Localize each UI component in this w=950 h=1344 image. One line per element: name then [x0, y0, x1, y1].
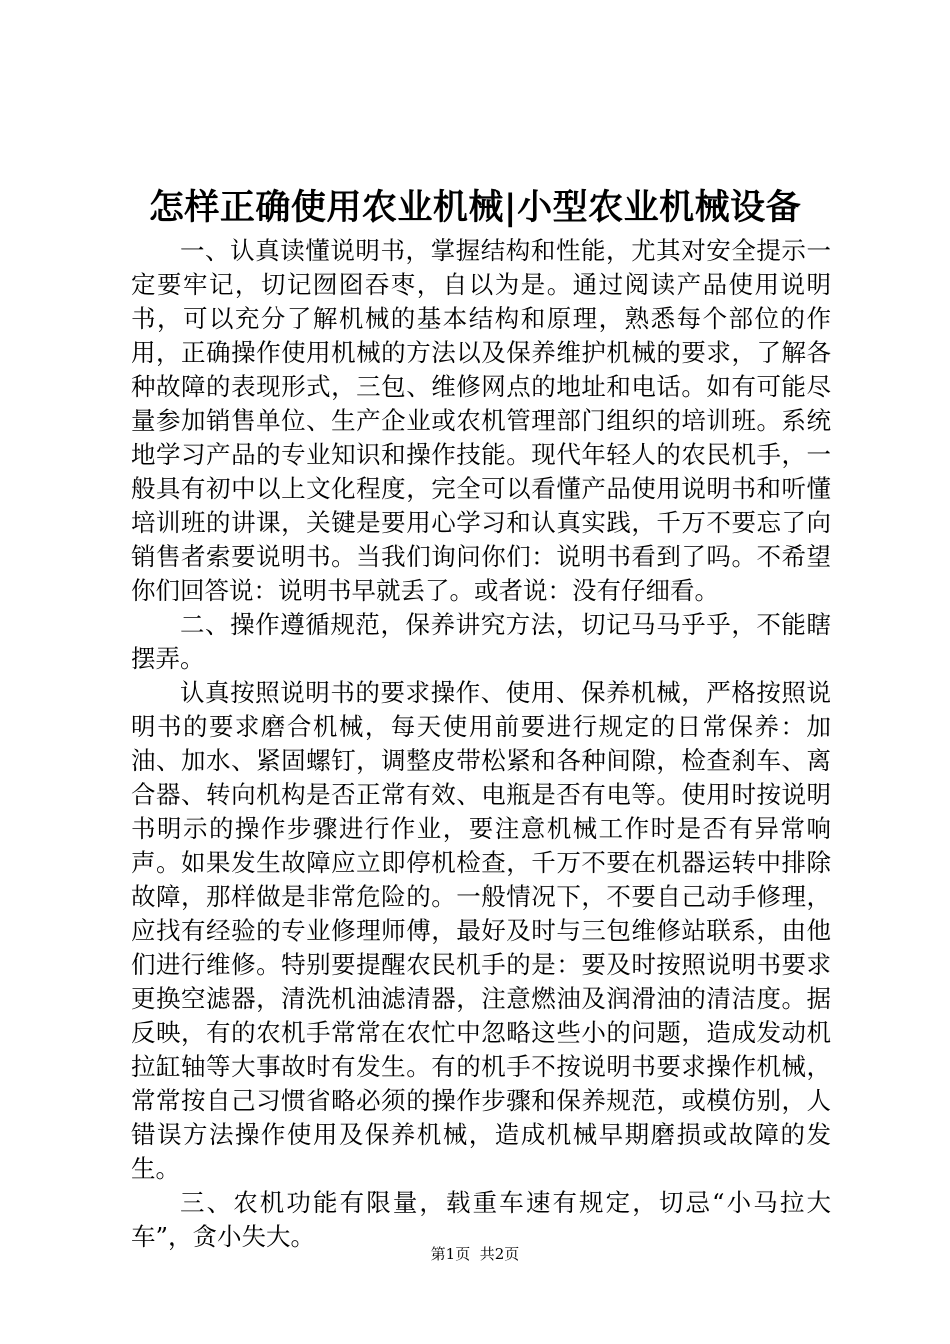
document-title: 怎样正确使用农业机械|小型农业机械设备 — [148, 187, 802, 228]
paragraph-1: 一、认真读懂说明书，掌握结构和性能，尤其对安全提示一定要牢记，切记囫囵吞枣，自以为是。通过阅读产品使用说明书，可以充分了解机械的基本结构和原理，熟悉每个部位的作用，正确操作使用机械的方法以及保养维护机械的要求，了解各种故障的表现形式，三包、维修网点的地址和电话。如有可能尽量参加销售单位、生产企业或农机管理部门组织的培训班。系统地学习产品的专业知识和操作技能。现代年轻人的农民机手，一般具有初中以上文化程度，完全可以看懂产品使用说明书和听懂培训班的讲课，关键是要用心学习和认真实践，千万不要忘了向销售者索要说明书。当我们询问你们：说明书看到了吗。不希望你们回答说：说明书早就丢了。或者说：没有仔细看。 — [131, 236, 831, 605]
document-body — [131, 234, 831, 1254]
page-footer — [0, 1244, 950, 1264]
page-number: 第1页 — [430, 1245, 471, 1263]
paragraph-3: 认真按照说明书的要求操作、使用、保养机械，严格按照说明书的要求磨合机械，每天使用前要进行规定的日常保养：加油、加水、紧固螺钉，调整皮带松紧和各种间隙，检查刹车、离合器、转向机构是否正常有效、电瓶是否有电等。使用时按说明书明示的操作步骤进行作业，要注意机械工作时是否有异常响声。如果发生故障应立即停机检查，千万不要在机器运转中排除故障，那样做是非常危险的。一般情况下，不要自己动手修理，应找有经验的专业修理师傅，最好及时与三包维修站联系，由他们进行维修。特别要提醒农民机手的是：要及时按照说明书要求更换空滤器，清洗机油滤清器，注意燃油及润滑油的清洁度。据反映，有的农机手常常在农忙中忽略这些小的问题，造成发动机拉缸轴等大事故时有发生。有的机手不按说明书要求操作机械，常常按自己习惯省略必须的操作步骤和保养规范，或模仿别，人错误方法操作使用及保养机械，造成机械早期磨损或故障的发生。 — [131, 678, 831, 1183]
paragraph-4: 三、农机功能有限量，载重车速有规定，切忌“小马拉大车”，贪小失大。 — [131, 1188, 831, 1251]
paragraph-2: 二、操作遵循规范，保养讲究方法，切记马马乎乎，不能瞎摆弄。 — [131, 610, 831, 673]
page-total: 共2页 — [479, 1245, 520, 1263]
